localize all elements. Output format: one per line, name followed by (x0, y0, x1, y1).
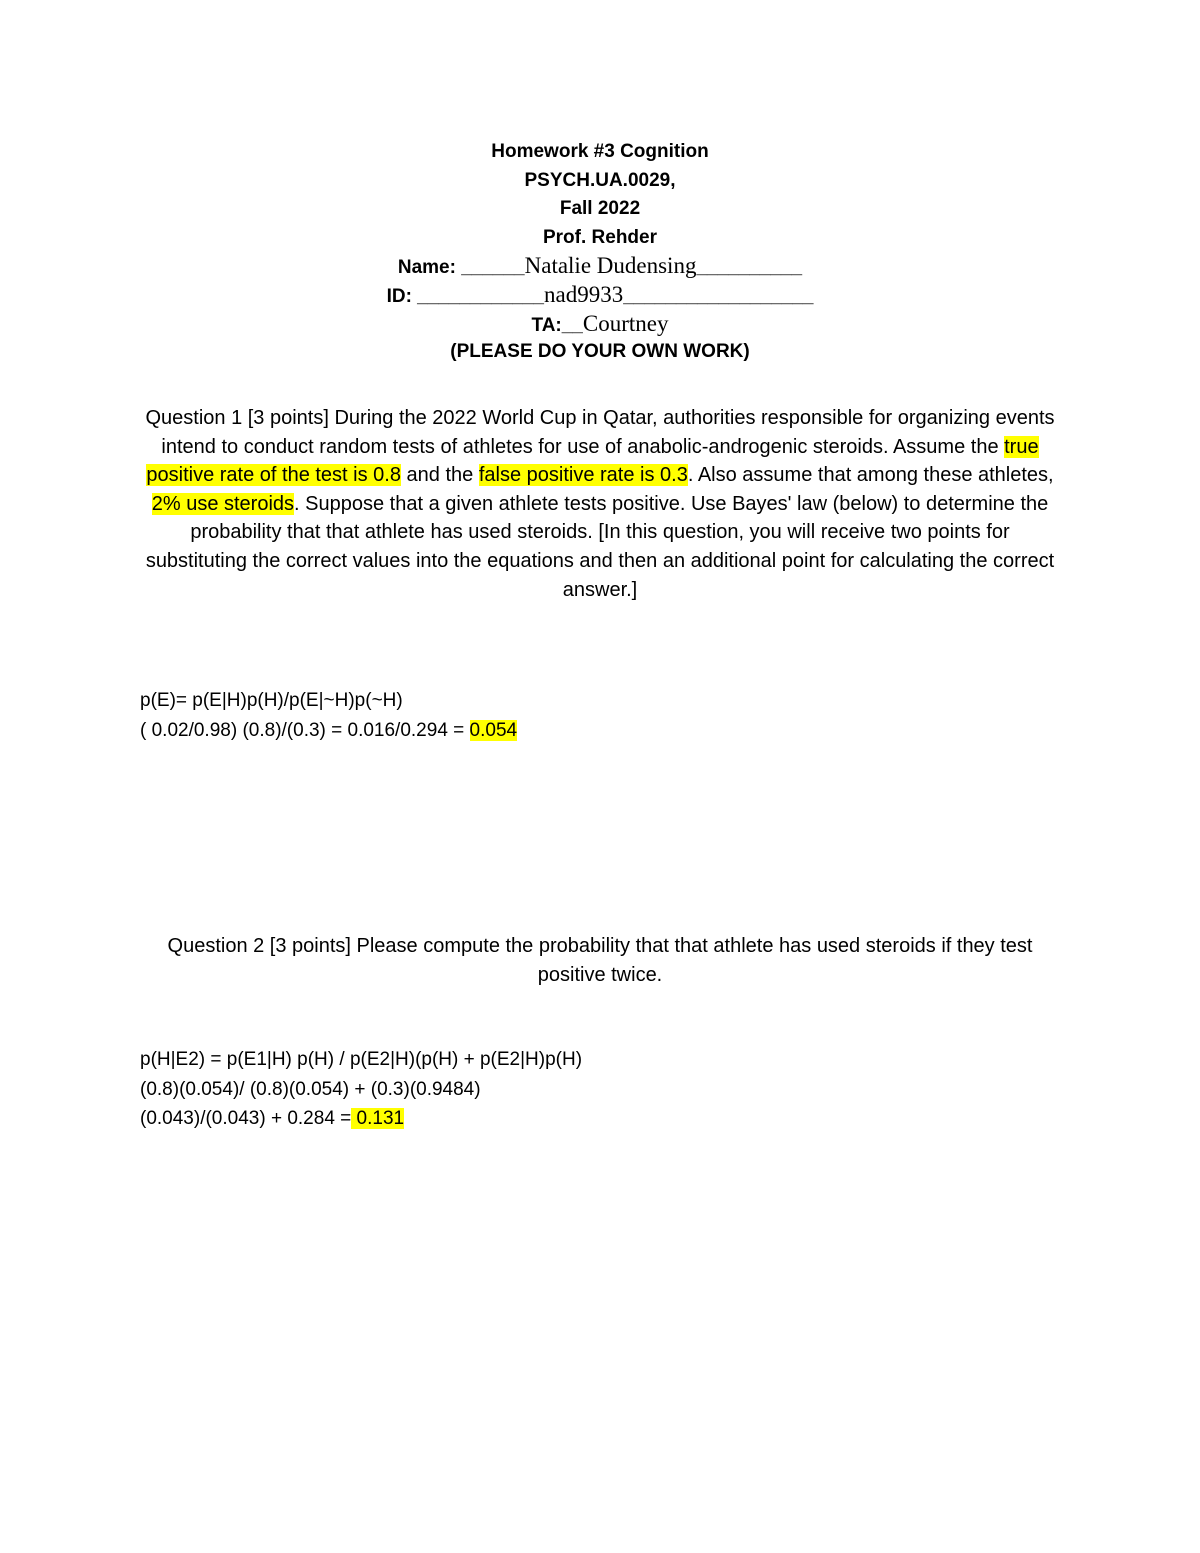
highlight-steroid-rate: 2% use steroids (151, 492, 295, 515)
id-trail: __________________ (623, 285, 814, 307)
answer-1 (140, 686, 517, 745)
question-1-text-d: . Suppose that a given athlete tests positive. Use Bayes' law (below) to determine the probability that that athlete has used steroids. [In this question, you will receive two points for substituting the correct values into the equations and then an additional point for calculating the correct answer.] (145, 492, 1055, 601)
name-label: Name: ______ (397, 257, 525, 279)
homework-title: Homework #3 Cognition (491, 141, 709, 162)
term: Fall 2022 (559, 198, 641, 220)
name-trail: __________ (696, 257, 803, 279)
ta-label: TA:__ (531, 314, 583, 336)
id-line (0, 281, 1200, 310)
answer-2-calc-2: (0.043)/(0.043) + 0.284 = (140, 1108, 352, 1129)
question-1-text-b: and the (400, 464, 479, 487)
question-1-text-c: . Also assume that among these athletes, (687, 464, 1054, 487)
document-header (0, 138, 1200, 367)
name-line (0, 252, 1200, 281)
answer-2-result: 0.131 (351, 1108, 405, 1129)
answer-2 (140, 1045, 582, 1134)
ta-name: Courtney (582, 310, 669, 336)
course-code: PSYCH.UA.0029, (524, 169, 676, 191)
answer-1-calc-text: ( 0.02/0.98) (0.8)/(0.3) = 0.016/0.294 = (140, 719, 470, 741)
highlight-true-positive: true positive rate of the test is 0.8 (146, 435, 1039, 487)
answer-1-calculation (140, 716, 517, 746)
answer-2-formula: p(H|E2) = p(E1|H) p(H) / p(E2|H)(p(H) + p(E2|H)p(H) (140, 1049, 583, 1070)
question-1-text-a: Question 1 [3 points] During the 2022 World Cup in Qatar, authorities responsible for organizing events intend to conduct random tests of athletes for use of anabolic-androgenic steroids. Assume the (145, 407, 1055, 458)
student-id: nad9933 (543, 281, 624, 307)
highlight-false-positive: false positive rate is 0.3 (478, 464, 688, 487)
question-1 (140, 404, 1060, 604)
professor: Prof. Rehder (542, 226, 658, 248)
answer-1-formula: p(E)= p(E|H)p(H)/p(E|~H)p(~H) (140, 690, 403, 711)
question-2: Question 2 [3 points] Please compute the probability that that athlete has used steroids if they test positive twice. (167, 935, 1033, 986)
ta-line (0, 310, 1200, 339)
answer-2-calc-1: (0.8)(0.054)/ (0.8)(0.054) + (0.3)(0.9484) (140, 1078, 481, 1100)
student-name: Natalie Dudensing (524, 253, 697, 279)
own-work-notice: (PLEASE DO YOUR OWN WORK) (450, 341, 750, 363)
id-label: ID: ____________ (386, 285, 544, 307)
answer-2-calc-2-line (140, 1104, 582, 1134)
answer-1-result: 0.054 (469, 719, 518, 741)
